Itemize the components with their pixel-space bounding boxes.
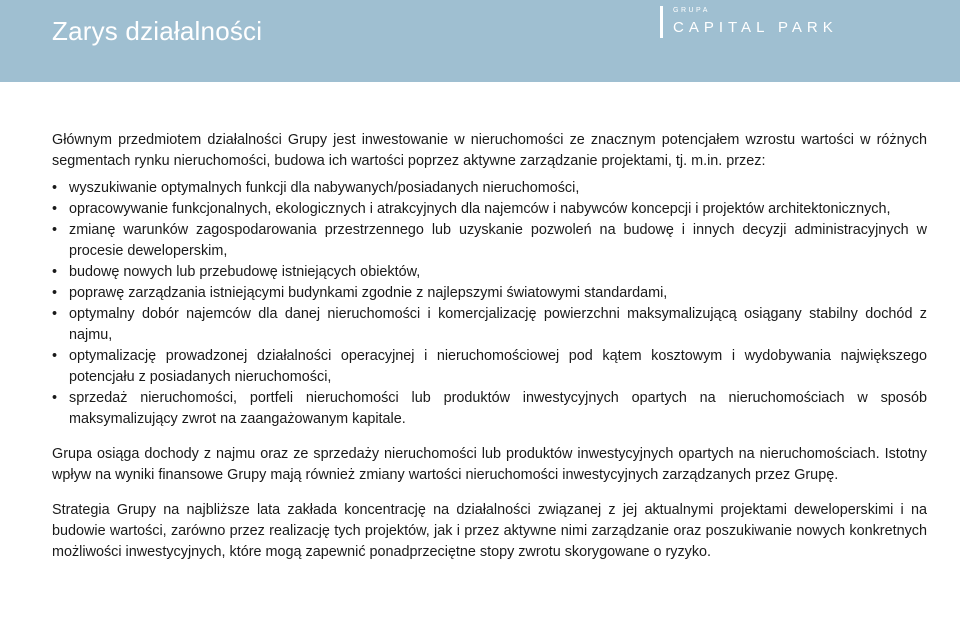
bullet-icon: • bbox=[52, 222, 58, 238]
bullet-icon: • bbox=[52, 390, 58, 406]
slide-content bbox=[52, 130, 927, 563]
bullet-icon: • bbox=[52, 285, 58, 301]
activity-list bbox=[52, 178, 927, 430]
bullet-icon: • bbox=[52, 201, 58, 217]
list-item bbox=[52, 304, 927, 346]
list-item-text: sprzedaż nieruchomości, portfeli nieruchomości lub produktów inwestycyjnych opartych na nieruchomościach w sposób maksymalizujący zwrot na zaangażowanym kapitale. bbox=[69, 390, 927, 427]
list-item bbox=[52, 220, 927, 262]
intro-paragraph: Głównym przedmiotem działalności Grupy jest inwestowanie w nieruchomości ze znacznym potencjałem wzrostu wartości w różnych segmentach rynku nieruchomości, budowa ich wartości poprzez aktywne zarządzanie projektami, tj. m.in. przez: bbox=[52, 132, 927, 169]
list-item bbox=[52, 262, 927, 283]
logo-group-label: GRUPA bbox=[673, 7, 710, 14]
revenue-paragraph: Grupa osiąga dochody z najmu oraz ze sprzedaży nieruchomości lub produktów inwestycyjnych opartych na nieruchomościach. Istotny wpływ na wyniki finansowe Grupy mają również zmiany wartości nieruchomości inwestycyjnych zarządzanych przez Grupę. bbox=[52, 446, 927, 483]
list-item bbox=[52, 388, 927, 430]
list-item bbox=[52, 178, 927, 199]
list-item-text: wyszukiwanie optymalnych funkcji dla nabywanych/posiadanych nieruchomości, bbox=[69, 180, 580, 196]
list-item-text: optymalny dobór najemców dla danej nieruchomości i komercjalizację powierzchni maksymalizującą osiągany stabilny dochód z najmu, bbox=[69, 306, 927, 343]
list-item-text: optymalizację prowadzonej działalności operacyjnej i nieruchomościowej pod kątem kosztowym i wydobywania największego potencjału z posiadanych nieruchomości, bbox=[69, 348, 927, 385]
logo-bar bbox=[660, 6, 663, 38]
logo-company-name: CAPITAL PARK bbox=[673, 19, 838, 36]
list-item-text: budowę nowych lub przebudowę istniejących obiektów, bbox=[69, 264, 421, 280]
capital-park-logo bbox=[660, 6, 838, 40]
slide-title: Zarys działalności bbox=[52, 16, 263, 46]
slide-header bbox=[0, 0, 960, 82]
list-item-text: zmianę warunków zagospodarowania przestrzennego lub uzyskanie pozwoleń na budowę i innych decyzji administracyjnych w procesie deweloperskim, bbox=[69, 222, 927, 259]
list-item bbox=[52, 199, 927, 220]
list-item-text: opracowywanie funkcjonalnych, ekologicznych i atrakcyjnych dla najemców i nabywców koncepcji i projektów architektonicznych, bbox=[69, 201, 891, 217]
bullet-icon: • bbox=[52, 264, 58, 280]
bullet-icon: • bbox=[52, 348, 58, 364]
strategy-paragraph: Strategia Grupy na najbliższe lata zakłada koncentrację na działalności związanej z jej aktualnymi projektami deweloperskimi i na budowie wartości, zarówno przez realizację tych projektów, jak i przez aktywne nimi zarządzanie oraz poszukiwanie nowych konkretnych możliwości inwestycyjnych, które mogą zapewnić ponadprzeciętne stopy zwrotu skorygowane o ryzyko. bbox=[52, 502, 927, 560]
list-item bbox=[52, 346, 927, 388]
bullet-icon: • bbox=[52, 306, 58, 322]
list-item bbox=[52, 283, 927, 304]
logo-text bbox=[673, 6, 838, 37]
bullet-icon: • bbox=[52, 180, 58, 196]
list-item-text: poprawę zarządzania istniejącymi budynkami zgodnie z najlepszymi światowymi standardami, bbox=[69, 285, 668, 301]
